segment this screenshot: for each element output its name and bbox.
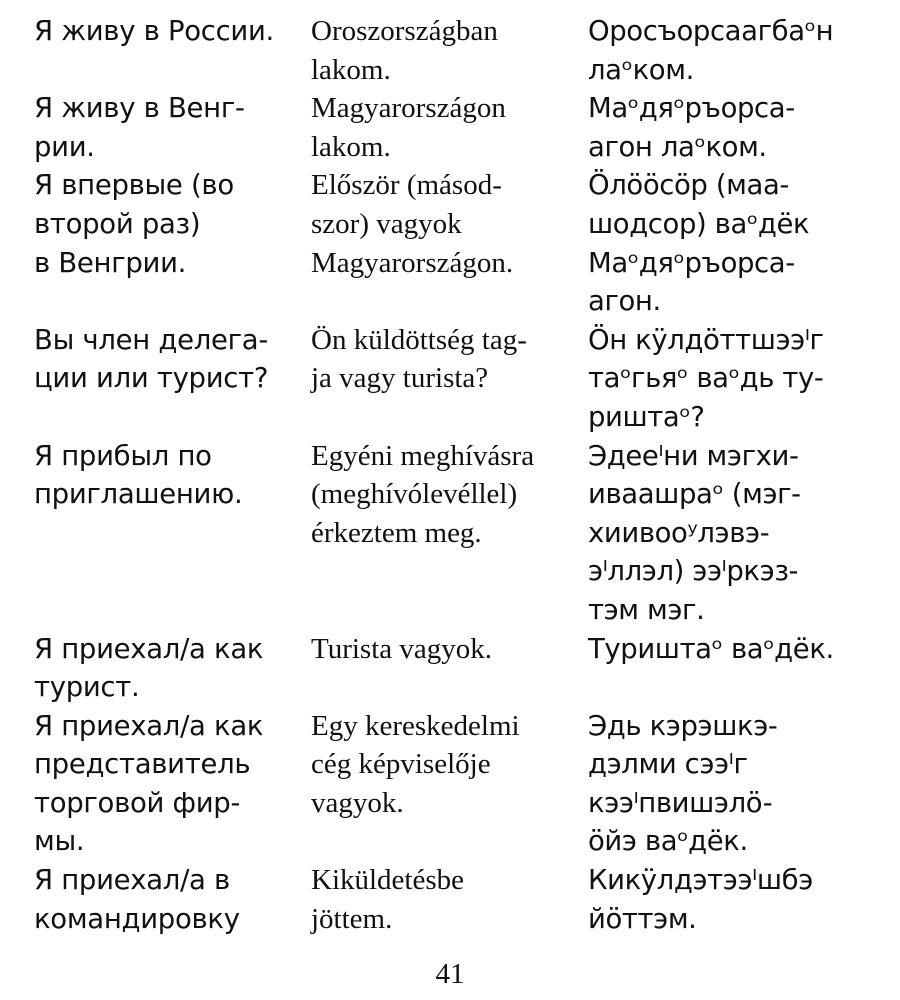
text-line: Я приехал/а как <box>34 709 264 742</box>
text-line: Magyarországon <box>311 92 506 125</box>
text-line: торговой фир- <box>34 786 241 819</box>
text-line: lakom. <box>311 53 391 86</box>
text-line: öйэ ваᵒдёк. <box>588 825 748 858</box>
text-line: Эдь кэрэшкэ- <box>588 709 778 742</box>
transcription <box>588 12 854 89</box>
text-line: Я впервые (во <box>34 169 234 202</box>
russian-phrase <box>34 630 311 707</box>
text-line: Öн кÿлдöттшээᴵг <box>588 323 824 356</box>
text-line: представитель <box>34 748 251 781</box>
text-line: jöttem. <box>311 902 393 935</box>
text-line: дэлми сээᴵг <box>588 748 748 781</box>
transcription <box>588 707 854 861</box>
russian-phrase <box>34 861 311 938</box>
transcription <box>588 89 854 166</box>
text-line: Kiküldetésbe <box>311 864 465 897</box>
text-line: szor) vagyok <box>311 207 462 240</box>
text-line: Egy kereskedelmi <box>311 709 520 742</box>
russian-phrase <box>34 12 311 89</box>
page-number: 41 <box>435 958 465 990</box>
hungarian-phrase <box>311 89 588 166</box>
text-line: Я живу в России. <box>34 15 275 47</box>
text-line: Маᵒдяᵒръорса- <box>588 92 795 125</box>
hungarian-phrase <box>311 630 588 707</box>
phrasebook-table <box>34 12 854 938</box>
hungarian-phrase <box>311 437 588 630</box>
text-line: шодсор) ваᵒдёк <box>588 207 810 240</box>
text-line: Magyarországon. <box>311 246 514 279</box>
transcription <box>588 861 854 938</box>
text-line: Я приехал/а как <box>34 632 264 665</box>
text-line: Эдееᴵни мэгхи- <box>588 439 799 472</box>
russian-phrase <box>34 707 311 861</box>
text-line: рии. <box>34 130 95 163</box>
text-line: vagyok. <box>311 786 404 819</box>
text-line: второй раз) <box>34 207 201 240</box>
text-line: хиивооʸлэвэ- <box>588 516 770 549</box>
russian-phrase <box>34 321 311 437</box>
text-line: риштаᵒ? <box>588 400 705 433</box>
text-line: агон. <box>588 285 661 318</box>
hungarian-phrase <box>311 166 588 320</box>
hungarian-phrase <box>311 861 588 938</box>
text-line: Кикӱлдэтээᴵшбэ <box>588 864 813 897</box>
russian-phrase <box>34 89 311 166</box>
text-line: командировку <box>34 902 240 935</box>
transcription <box>588 321 854 437</box>
text-line: lakom. <box>311 130 391 163</box>
text-line: Оросъорсаагбаᵒн <box>588 15 834 47</box>
hungarian-phrase <box>311 12 588 89</box>
text-line: ja vagy turista? <box>311 362 489 395</box>
text-line: Туриштаᵒ ваᵒдёк. <box>588 632 834 665</box>
transcription <box>588 166 854 320</box>
text-line: иваашраᵒ (мэг- <box>588 478 801 511</box>
text-line: Маᵒдяᵒръорса- <box>588 246 795 279</box>
text-line: Ön küldöttség tag- <box>311 323 527 356</box>
russian-phrase <box>34 166 311 320</box>
text-line: таᵒгьяᵒ ваᵒдь ту- <box>588 362 824 395</box>
text-line: кээᴵпвишэлö- <box>588 786 773 819</box>
text-line: тэм мэг. <box>588 593 705 626</box>
transcription <box>588 630 854 707</box>
text-line: Я прибыл по <box>34 439 212 472</box>
text-line: Oroszországban <box>311 15 498 47</box>
russian-phrase <box>34 437 311 630</box>
text-line: cég képviselője <box>311 748 491 781</box>
text-line: Egyéni meghívásra <box>311 439 535 472</box>
text-line: Öлööсöр (маа- <box>588 169 789 202</box>
text-line: в Венгрии. <box>34 246 187 279</box>
text-line: турист. <box>34 671 140 704</box>
text-line: Először (másod- <box>311 169 502 202</box>
text-line: (meghívólevéllel) <box>311 478 518 511</box>
text-line: агон лаᵒком. <box>588 130 767 163</box>
text-line: эᴵллэл) ээᴵркэз- <box>588 555 799 588</box>
hungarian-phrase <box>311 321 588 437</box>
transcription <box>588 437 854 630</box>
text-line: Я живу в Венг- <box>34 92 245 125</box>
text-line: Вы член делега- <box>34 323 268 356</box>
text-line: йöттэм. <box>588 902 697 935</box>
text-line: приглашению. <box>34 478 243 511</box>
text-line: érkeztem meg. <box>311 516 482 549</box>
hungarian-phrase <box>311 707 588 861</box>
text-line: Я приехал/а в <box>34 864 230 897</box>
text-line: лаᵒком. <box>588 53 694 86</box>
text-line: мы. <box>34 825 85 858</box>
text-line: Turista vagyok. <box>311 632 492 665</box>
text-line: ции или турист? <box>34 362 269 395</box>
